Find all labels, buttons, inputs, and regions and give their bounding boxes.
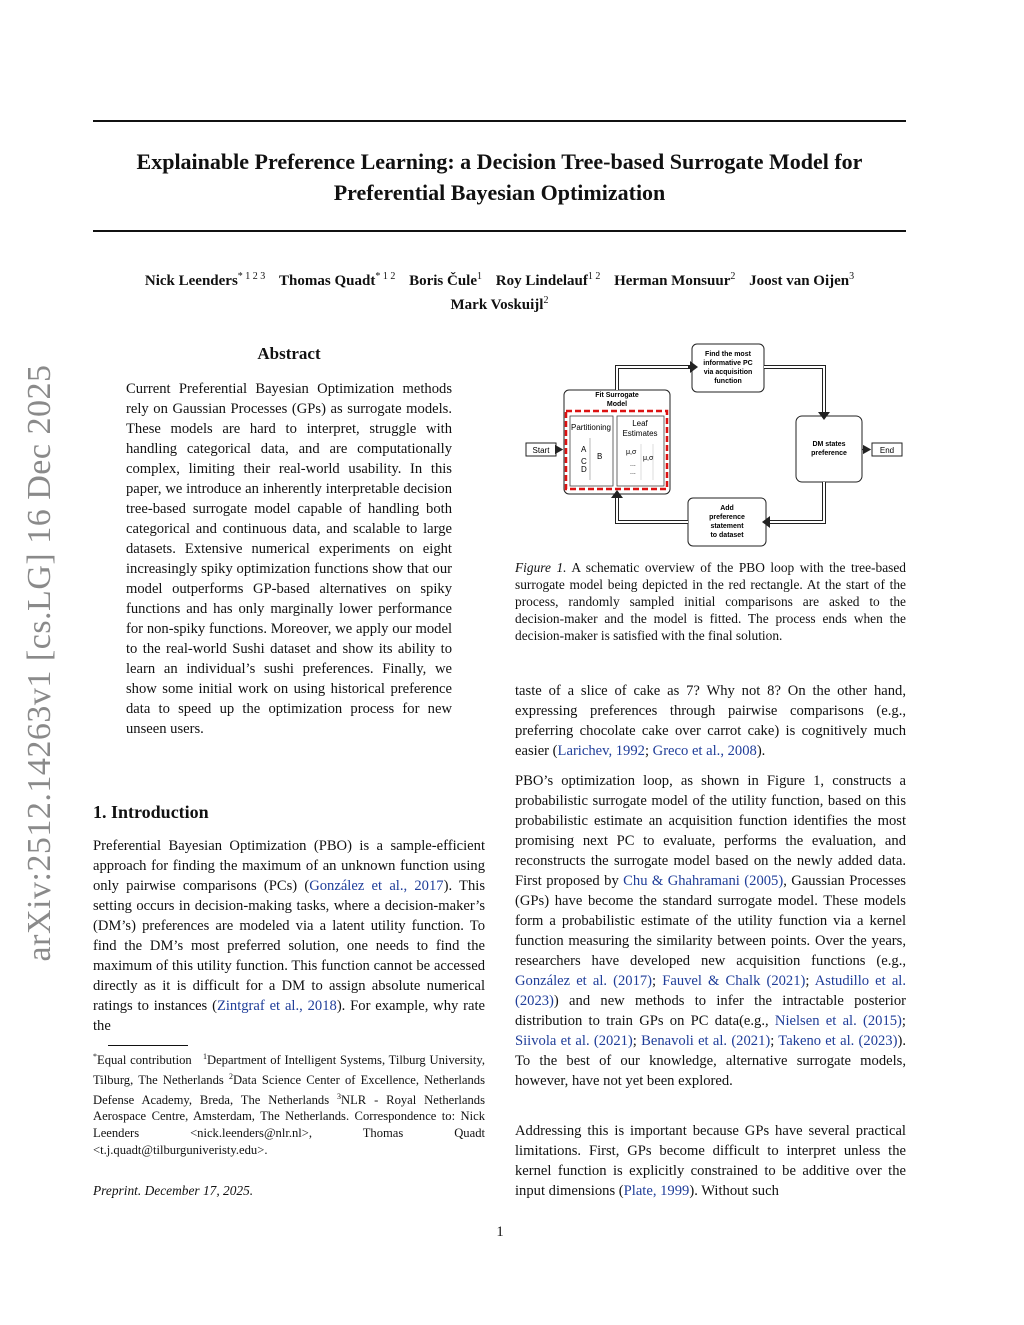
paragraph-text: ). [756, 743, 766, 759]
fit-label-1: Fit Surrogate [595, 392, 639, 399]
leaf-label-1: Leaf [632, 419, 648, 428]
find-label-3: via acquisition [703, 369, 753, 376]
partitioning-label: Partitioning [570, 423, 612, 432]
author: Thomas Quadt$^{* 1 2}$ [279, 271, 396, 289]
footnote-correspondence: Correspondence to: Nick Leenders <nick.leenders@nlr.nl>, Thomas Quadt <t.j.quadt@tilburguniveristy.edu>. [93, 1109, 485, 1157]
paragraph-text: taste of a slice of cake as 7? Why not 8? On the other hand, expressing preferences through pairwise comparisons (e.g., preferring chocolate cake over carrot cake) is cognitively much easier ( [515, 683, 906, 759]
partition-c: C [581, 457, 587, 466]
figure-caption [515, 559, 906, 644]
paragraph-text: ). This setting occurs in decision-making tasks, where a decision-maker’s (DM’s) preferences are modeled via a latent utility function. To find the DM’s most preferred solution, one needs to find the maximum of this utility function. This function cannot be accessed directly as it is difficult for a DM to assign absolute numerical ratings to instances ( [93, 878, 486, 1014]
add-dataset-node [688, 498, 766, 546]
paragraph-text: ; [805, 973, 815, 989]
author: Mark Voskuijl$^2$ [450, 295, 549, 313]
author: Roy Lindelauf$^{1 2}$ [495, 271, 601, 289]
footnote: *Equal contribution $^1$Department of Intelligent Systems, Tilburg University, Tilburg, The Netherlands $^2$Data Science Center of Excellence, Netherlands Defense Academy, Breda, The Netherlands $^3$NLR - Royal Netherlands Aerospace Centre, Amsterdam, The Netherlands. Correspondence to: Nick Leenders <nick.leenders@nlr.nl>, Thomas Quadt <t.j.quadt@tilburguniveristy.edu>. [93, 1052, 485, 1157]
title-line-2: Preferential Bayesian Optimization [333, 180, 666, 205]
intro-paragraph [93, 836, 485, 1036]
citation-link[interactable]: Benavoli et al. (2021) [641, 1033, 771, 1049]
citation-link[interactable]: Greco et al., 2008 [652, 743, 757, 759]
footnote-equal: Equal contribution [97, 1053, 192, 1068]
paragraph-text: PBO’s optimization loop, as shown in Figure 1, constructs a probabilistic surrogate model of the utility function, based on this probabilistic estimate an acquisition function identifies the most promising next PC to evaluate, performs the evaluation, and reconstructs the surrogate model based on the newly added data. First proposed by [515, 773, 906, 889]
citation-link[interactable]: Zintgraf et al., 2018 [216, 998, 337, 1014]
caption-label: Figure 1. [515, 560, 567, 575]
start-node [526, 443, 556, 456]
start-label: Start [532, 446, 550, 455]
citation-link[interactable]: Nielsen et al. (2015) [774, 1013, 902, 1029]
author-row-2 [93, 291, 906, 315]
title-line-1: Explainable Preference Learning: a Decision Tree-based Surrogate Model for [136, 149, 863, 174]
citation-link[interactable]: Larichev, 1992 [557, 743, 645, 759]
dm-preference-node [796, 416, 862, 482]
section-heading: 1. Introduction [93, 802, 209, 822]
citation-link[interactable]: Astudillo et al. (2023) [515, 973, 907, 1009]
acquisition-node [692, 344, 764, 392]
add-label-4: to dataset [710, 532, 744, 539]
dm-label-1: DM states [812, 441, 846, 448]
citation-link[interactable]: Fauvel & Chalk (2021) [662, 973, 806, 989]
partition-b: B [597, 452, 603, 461]
paragraph-text: Addressing this is important because GPs have several practical limitations. First, GPs become difficult to interpret unless the kernel function is explicitly constrained to be additive over the input dimensions ( [515, 1123, 906, 1199]
end-node [872, 443, 902, 456]
footnote-aff3: NLR - Royal Netherlands Aerospace Centre, Amsterdam, The Netherlands. [93, 1092, 485, 1124]
paper-title [93, 146, 906, 208]
author-row-1 [93, 267, 906, 291]
citation-link[interactable]: Chu & Ghahramani (2005) [623, 873, 784, 889]
title-top-rule [93, 120, 906, 122]
body-paragraph [515, 1121, 906, 1201]
figure-1 [520, 340, 910, 560]
leaf-label-2: Estimates [622, 429, 658, 438]
mu-sigma-2: μ,σ [643, 455, 654, 462]
paragraph-text: ). For example, why rate the [93, 998, 486, 1034]
footnote-aff2: Data Science Center of Excellence, Netherlands Defense Academy, Breda, The Netherlands [93, 1072, 485, 1107]
dots-1: ... [630, 461, 636, 468]
find-label-2: informative PC [703, 360, 753, 367]
author-list [93, 267, 906, 315]
end-label: End [879, 446, 895, 455]
footnote-rule [108, 1045, 188, 1046]
citation-link[interactable]: González et al. (2017) [515, 973, 653, 989]
find-label-4: function [714, 378, 742, 385]
citation-link[interactable]: Siivola et al. (2021) [515, 1033, 633, 1049]
fit-label-2: Model [606, 401, 628, 408]
citation-link[interactable]: Plate, 1999 [623, 1183, 690, 1199]
paragraph-text: ) and new methods to infer the intractable posterior distribution to train GPs on PC data(e.g., [515, 993, 906, 1029]
title-bottom-rule [93, 230, 906, 232]
body-paragraph [515, 681, 906, 761]
dots-2: ... [630, 469, 636, 476]
paragraph-text: ; [652, 973, 663, 989]
preprint-note: Preprint. December 17, 2025. [93, 1183, 254, 1198]
add-label-3: statement [710, 523, 744, 530]
citation-link[interactable]: González et al., 2017 [309, 878, 444, 894]
abstract-heading: Abstract [257, 344, 321, 363]
author: Boris Čule$^1$ [409, 271, 482, 289]
dm-label-2: preference [811, 450, 847, 457]
paragraph-text: ; [644, 743, 653, 759]
author: Nick Leenders$^{* 1 2 3}$ [144, 271, 266, 289]
footnote-aff1: Department of Intelligent Systems, Tilburg University, Tilburg, The Netherlands [93, 1053, 485, 1087]
paragraph-text: ). To the best of our knowledge, alternative surrogate models, however, have not yet been explored. [515, 1033, 906, 1089]
caption-text: A schematic overview of the PBO loop with the tree-based surrogate model being depicted in the red rectangle. At the start of the process, randomly sampled initial comparisons are asked to the decision-maker and the model is fitted. The process ends when the decision-maker is satisfied with the final solution. [515, 560, 906, 643]
add-label-1: Add [720, 505, 734, 512]
paragraph-text: , Gaussian Processes (GPs) have become the standard surrogate model. These models form a probabilistic estimate of the utility function via a kernel function measuring the similarity between points. Over the years, researchers have developed new acquisition functions (e.g., [515, 873, 906, 969]
citation-link[interactable]: Takeno et al. (2023) [778, 1033, 898, 1049]
partition-d: D [581, 465, 587, 474]
paragraph-text: Preferential Bayesian Optimization (PBO) is a sample-efficient approach for finding the maximum of an unknown function using only pairwise comparisons (PCs) ( [93, 838, 485, 894]
paragraph-text: ; [901, 1013, 906, 1029]
pbo-loop-diagram [520, 340, 910, 555]
paragraph-text: ). Without such [689, 1183, 779, 1199]
find-label-1: Find the most [705, 351, 751, 358]
abstract-text: Current Preferential Bayesian Optimization methods rely on Gaussian Processes (GPs) as surrogate models. These models are hard to interpret, struggle with handling categorical data, and are computationally complex, limiting their real-world usability. In this paper, we introduce an inherently interpretable decision tree-based surrogate model capable of handling both categorical and continuous data, and scalable to large datasets. Extensive numerical experiments on eight increasingly spiky optimization functions show that our model outperforms GP-based alternatives on spiky functions and has only marginally lower performance for non-spiky functions. Moreover, we apply our model to the real-world Sushi dataset and show its ability to learn an individual’s sushi preferences. Finally, we show some initial work on using historical preference data to speed up the optimization process for new unseen users. [126, 381, 452, 737]
page-number: 1 [496, 1224, 504, 1240]
arxiv-stamp: arXiv:2512.14263v1 [cs.LG] 16 Dec 2025 [21, 364, 58, 962]
paragraph-text: ; [770, 1033, 779, 1049]
fit-surrogate-node [564, 390, 670, 494]
paragraph-text: ; [632, 1033, 642, 1049]
add-label-2: preference [709, 514, 745, 521]
mu-sigma-1: μ,σ [626, 449, 637, 456]
author: Herman Monsuur$^2$ [614, 271, 736, 289]
partition-a: A [581, 445, 587, 454]
body-paragraph [515, 771, 906, 1091]
author: Joost van Oijen$^3$ [749, 271, 855, 289]
